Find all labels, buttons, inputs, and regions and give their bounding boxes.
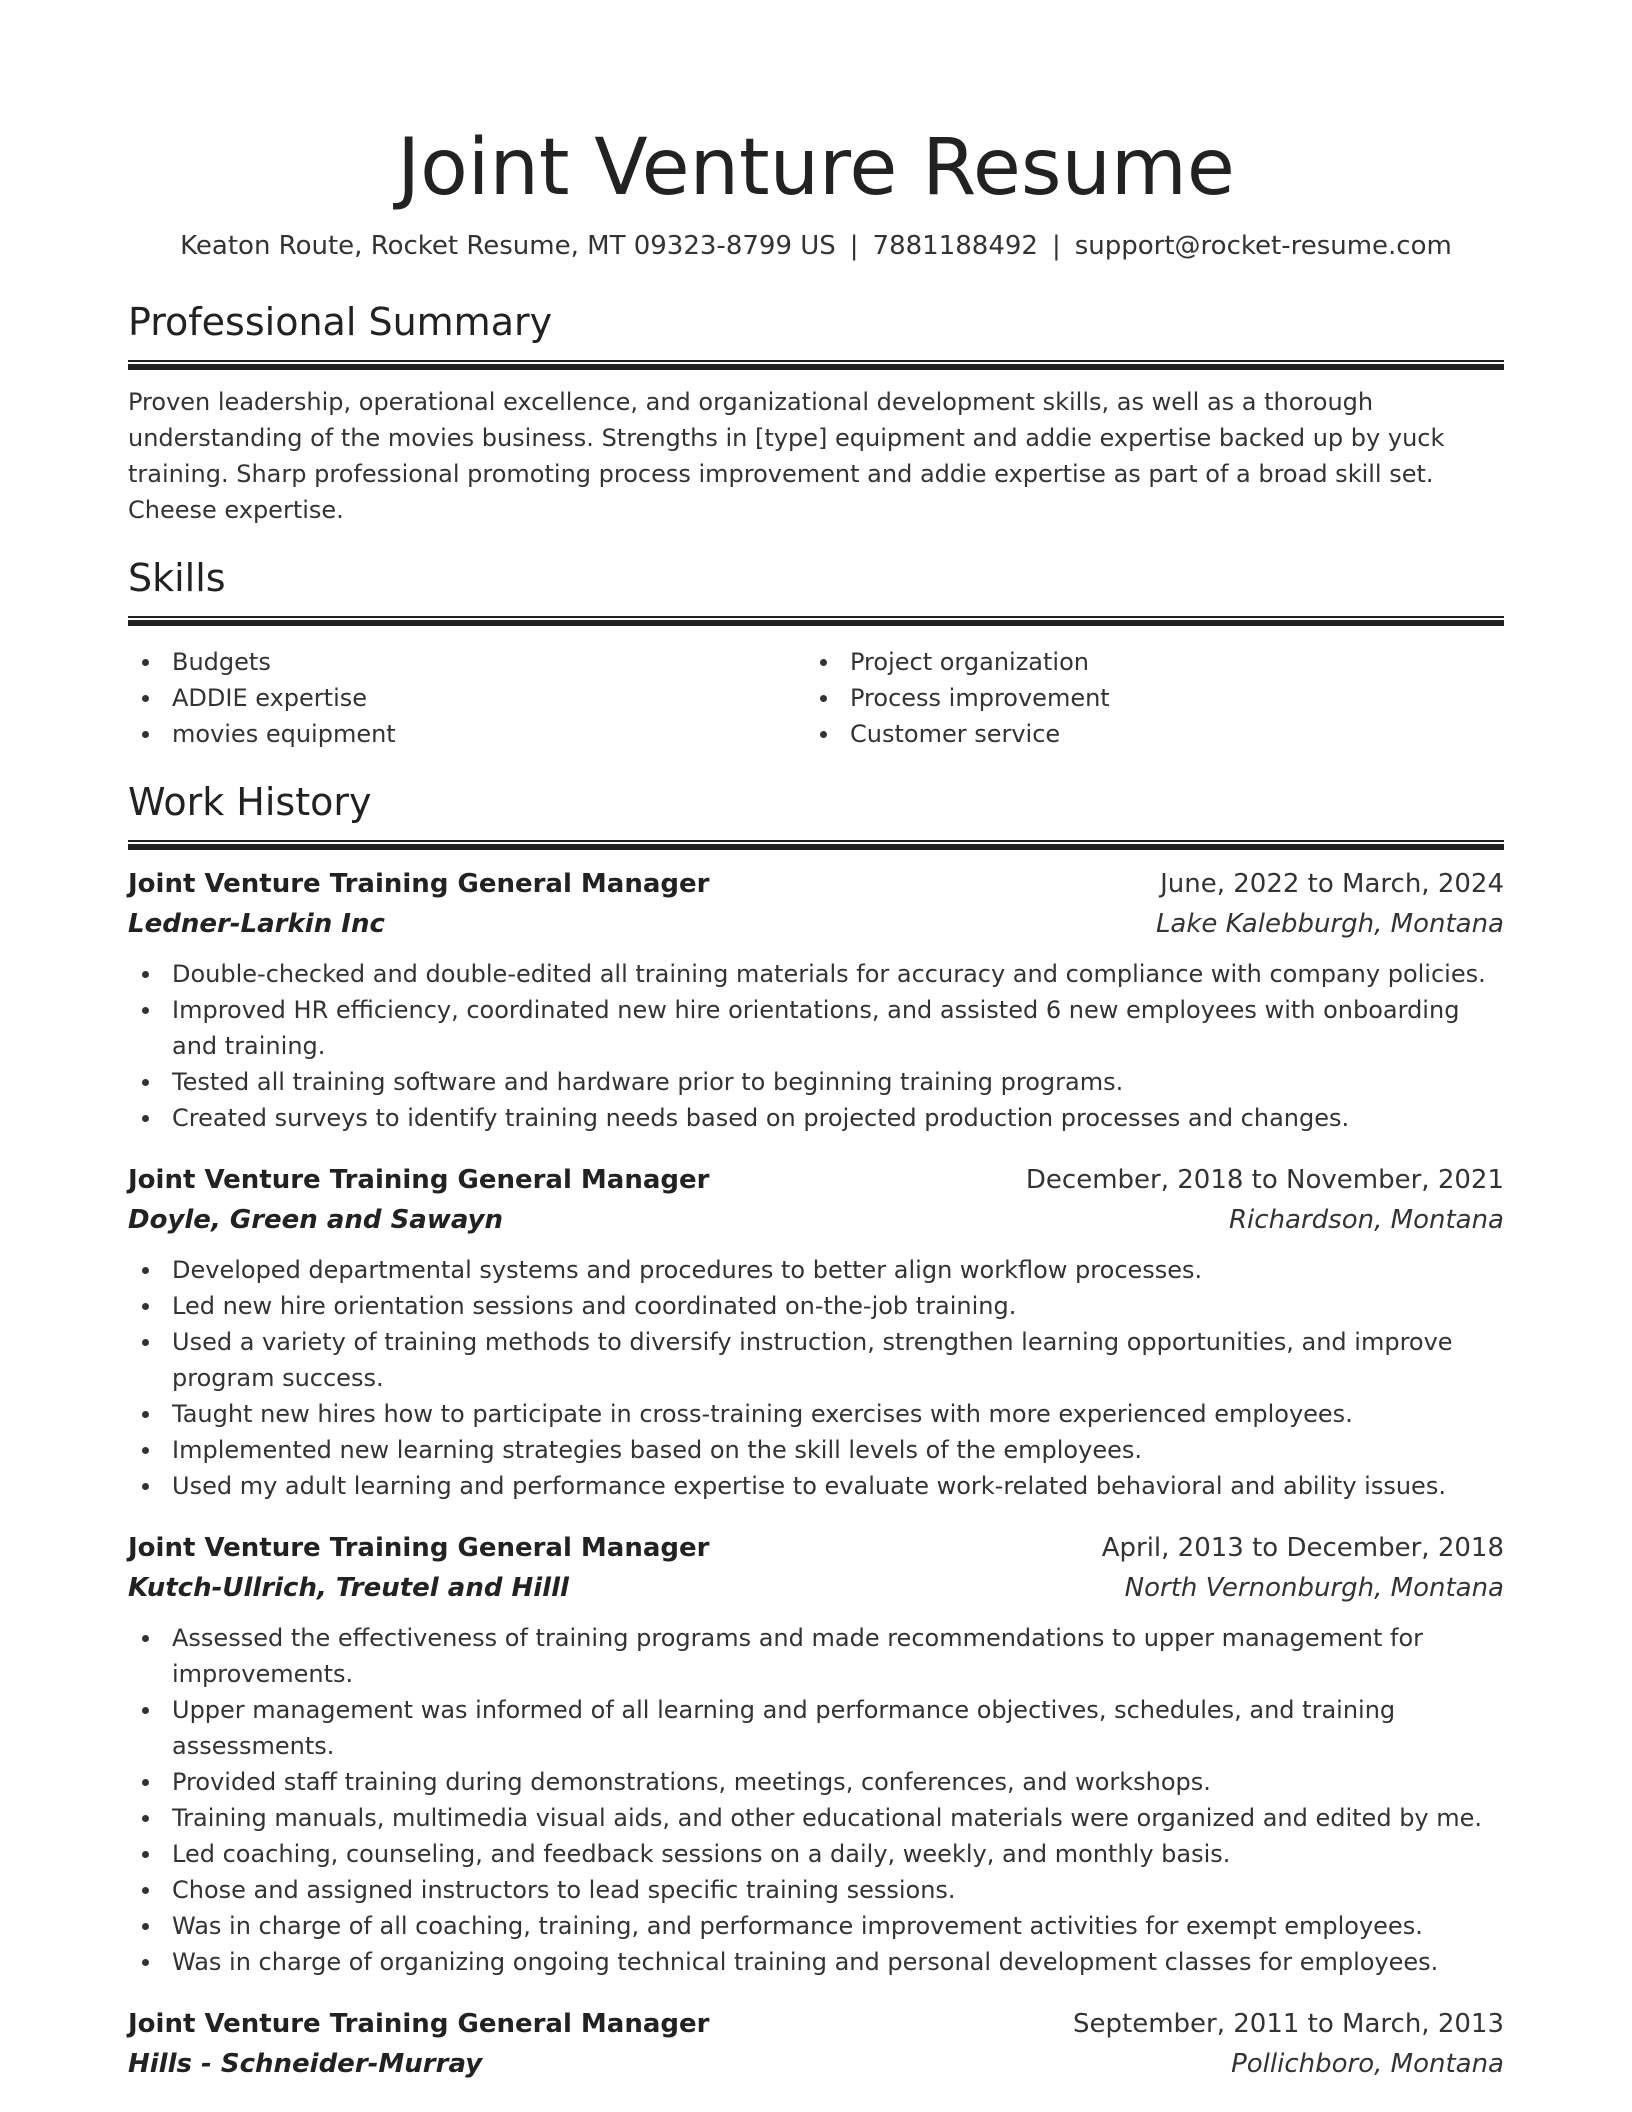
- job-bullet: Taught new hires how to participate in cross-training exercises with more experienced employees.: [128, 1396, 1504, 1432]
- section-title-skills: Skills: [128, 556, 226, 600]
- summary-text: Proven leadership, operational excellence, and organizational development skills, as well as a thorough understanding of the movies business. Strengths in [type] equipment and addie expertise backed up by yuck training. Sharp professional promoting process improvement and addie expertise as part of a broad skill set. Cheese expertise.: [128, 388, 1445, 524]
- skill-item: movies equipment: [128, 716, 806, 752]
- job-header: [128, 1160, 1504, 1200]
- job-dates: June, 2022 to March, 2024: [1160, 869, 1504, 899]
- job-subheader: [128, 1200, 1504, 1240]
- job-bullet: Training manuals, multimedia visual aids, and other educational materials were organized and edited by me.: [128, 1800, 1504, 1836]
- job-entry: [128, 1528, 1504, 1980]
- job-bullet: Used my adult learning and performance expertise to evaluate work-related behavioral and ability issues.: [128, 1468, 1504, 1504]
- job-bullet: Was in charge of organizing ongoing technical training and personal development classes for employees.: [128, 1944, 1504, 1980]
- contact-email: support@rocket-resume.com: [1074, 231, 1452, 261]
- job-bullet: Upper management was informed of all learning and performance objectives, schedules, and training assessments.: [128, 1692, 1504, 1764]
- skill-item: Project organization: [806, 644, 1484, 680]
- skill-item: ADDIE expertise: [128, 680, 806, 716]
- job-bullet: Chose and assigned instructors to lead specific training sessions.: [128, 1872, 1504, 1908]
- job-location: Pollichboro, Montana: [1231, 2049, 1504, 2079]
- resume-page: [128, 0, 1504, 2084]
- job-company: Kutch-Ullrich, Treutel and Hilll: [128, 1573, 569, 1603]
- contact-address: Keaton Route, Rocket Resume, MT 09323-8799 US: [180, 231, 836, 261]
- job-header: [128, 864, 1504, 904]
- job-title: Joint Venture Training General Manager: [128, 2009, 710, 2039]
- contact-separator: |: [1051, 231, 1061, 261]
- section-divider: [128, 616, 1504, 626]
- skill-item: Budgets: [128, 644, 806, 680]
- job-title: Joint Venture Training General Manager: [128, 1165, 710, 1195]
- job-entry: [128, 1160, 1504, 1504]
- job-bullet: Improved HR efficiency, coordinated new hire orientations, and assisted 6 new employees with onboarding and training.: [128, 992, 1504, 1064]
- job-bullet: Double-checked and double-edited all training materials for accuracy and compliance with company policies.: [128, 956, 1504, 992]
- job-header: [128, 1528, 1504, 1568]
- section-title-work-history: Work History: [128, 780, 372, 824]
- skills-column-right: [806, 644, 1484, 752]
- job-location: Richardson, Montana: [1228, 1205, 1504, 1235]
- skill-item: Process improvement: [806, 680, 1484, 716]
- section-divider: [128, 360, 1504, 370]
- job-subheader: [128, 904, 1504, 944]
- section-divider: [128, 840, 1504, 850]
- job-header: [128, 2004, 1504, 2044]
- job-bullet: Was in charge of all coaching, training, and performance improvement activities for exempt employees.: [128, 1908, 1504, 1944]
- contact-phone: 7881188492: [872, 231, 1038, 261]
- section-title-summary: Professional Summary: [128, 300, 553, 344]
- skills-column-left: [128, 644, 806, 752]
- job-bullet: Implemented new learning strategies based on the skill levels of the employees.: [128, 1432, 1504, 1468]
- job-title: Joint Venture Training General Manager: [128, 1533, 710, 1563]
- job-entry: [128, 864, 1504, 1136]
- job-title: Joint Venture Training General Manager: [128, 869, 710, 899]
- resume-name: Joint Venture Resume: [397, 123, 1235, 213]
- job-company: Doyle, Green and Sawayn: [128, 1205, 504, 1235]
- job-company: Hills - Schneider-Murray: [128, 2049, 483, 2079]
- contact-line: [128, 228, 1504, 264]
- job-company: Ledner-Larkin Inc: [128, 909, 385, 939]
- job-dates: September, 2011 to March, 2013: [1073, 2009, 1504, 2039]
- job-bullet: Provided staff training during demonstrations, meetings, conferences, and workshops.: [128, 1764, 1504, 1800]
- job-bullet: Tested all training software and hardware prior to beginning training programs.: [128, 1064, 1504, 1100]
- contact-separator: |: [849, 231, 859, 261]
- job-bullets: [128, 956, 1504, 1136]
- job-bullets: [128, 1620, 1504, 1980]
- job-bullets: [128, 1252, 1504, 1504]
- job-bullet: Created surveys to identify training needs based on projected production processes and changes.: [128, 1100, 1504, 1136]
- job-dates: December, 2018 to November, 2021: [1025, 1165, 1504, 1195]
- job-location: Lake Kalebburgh, Montana: [1155, 909, 1504, 939]
- job-bullet: Developed departmental systems and procedures to better align workflow processes.: [128, 1252, 1504, 1288]
- job-dates: April, 2013 to December, 2018: [1101, 1533, 1504, 1563]
- job-bullet: Led new hire orientation sessions and coordinated on-the-job training.: [128, 1288, 1504, 1324]
- job-subheader: [128, 1568, 1504, 1608]
- job-entry: [128, 2004, 1504, 2084]
- job-bullet: Led coaching, counseling, and feedback sessions on a daily, weekly, and monthly basis.: [128, 1836, 1504, 1872]
- skills-list: [128, 644, 1504, 752]
- job-bullet: Used a variety of training methods to diversify instruction, strengthen learning opportunities, and improve program success.: [128, 1324, 1504, 1396]
- job-bullet: Assessed the effectiveness of training programs and made recommendations to upper management for improvements.: [128, 1620, 1504, 1692]
- job-location: North Vernonburgh, Montana: [1124, 1573, 1504, 1603]
- skill-item: Customer service: [806, 716, 1484, 752]
- job-subheader: [128, 2044, 1504, 2084]
